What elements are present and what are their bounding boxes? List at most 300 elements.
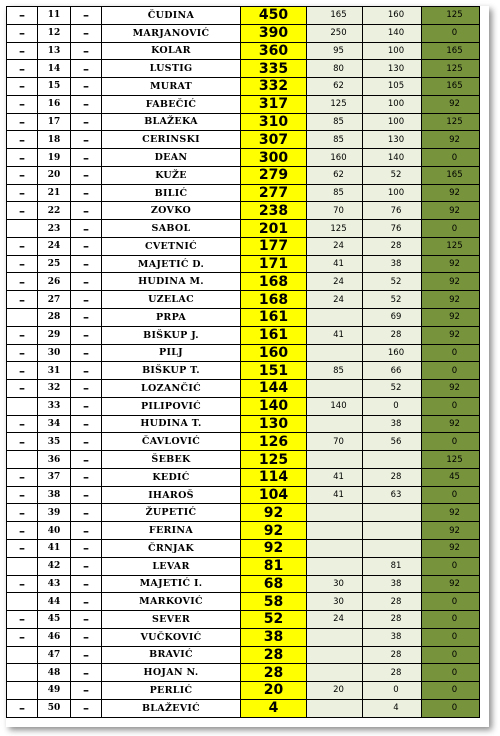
total-score-cell: 171	[241, 255, 307, 273]
score-c-cell-value: 92	[449, 276, 460, 287]
score-c-cell-value: 0	[451, 703, 458, 714]
score-b-cell-value: 28	[390, 330, 402, 341]
score-a-cell-value: 30	[333, 578, 344, 589]
score-a-cell-value: 250	[330, 28, 347, 39]
score-a-cell	[307, 628, 363, 646]
score-c-cell-value: 92	[449, 383, 460, 394]
score-c-cell	[422, 522, 480, 540]
rank-cell: 38	[38, 486, 71, 504]
rank-cell: 15	[38, 78, 71, 96]
rank-cell: 18	[38, 131, 71, 149]
trend-marker: –	[7, 131, 38, 149]
player-name-cell: CVETNIĆ	[102, 237, 241, 255]
total-score-cell: 300	[241, 149, 307, 167]
table-row	[7, 95, 480, 113]
score-a-cell	[307, 504, 363, 522]
score-c-cell-value: 125	[446, 10, 463, 21]
score-a-cell-value: 140	[330, 401, 347, 412]
score-b-cell-value: 52	[390, 294, 402, 305]
score-c-cell-value: 92	[449, 188, 460, 199]
movement-marker: –	[71, 504, 102, 522]
score-a-cell	[307, 184, 363, 202]
score-c-cell-value: 92	[449, 205, 460, 216]
score-a-cell-value: 24	[333, 241, 344, 252]
score-b-cell	[363, 237, 422, 255]
score-a-cell	[307, 557, 363, 575]
trend-marker: –	[7, 184, 38, 202]
table-row	[7, 522, 480, 540]
trend-marker	[7, 664, 38, 682]
rank-cell: 12	[38, 24, 71, 42]
score-a-cell	[307, 24, 363, 42]
score-a-cell	[307, 113, 363, 131]
score-a-cell	[307, 95, 363, 113]
score-a-cell	[307, 468, 363, 486]
score-b-cell-value: 140	[387, 28, 405, 39]
total-score-cell: 307	[241, 131, 307, 149]
score-a-cell	[307, 451, 363, 469]
movement-marker: –	[71, 7, 102, 25]
total-score-cell: 450	[241, 7, 307, 25]
score-c-cell	[422, 220, 480, 238]
score-c-cell-value: 0	[451, 436, 458, 447]
score-b-cell	[363, 113, 422, 131]
score-b-cell	[363, 309, 422, 327]
movement-marker: –	[71, 220, 102, 238]
score-a-cell	[307, 220, 363, 238]
table-row	[7, 344, 480, 362]
total-score-cell: 126	[241, 433, 307, 451]
score-a-cell-value: 24	[333, 294, 344, 305]
score-b-cell-value: 28	[390, 614, 402, 625]
player-name-cell: PRPA	[102, 309, 241, 327]
score-c-cell-value: 125	[446, 116, 463, 127]
rank-cell: 22	[38, 202, 71, 220]
player-name-cell: MARKOVIĆ	[102, 593, 241, 611]
total-score-cell: 92	[241, 522, 307, 540]
score-b-cell-value: 100	[387, 45, 405, 56]
score-b-cell-value: 28	[390, 472, 402, 483]
score-c-cell	[422, 468, 480, 486]
rank-cell: 25	[38, 255, 71, 273]
score-c-cell	[422, 326, 480, 344]
score-a-cell	[307, 593, 363, 611]
movement-marker: –	[71, 486, 102, 504]
score-c-cell	[422, 628, 480, 646]
trend-marker: –	[7, 380, 38, 398]
trend-marker: –	[7, 611, 38, 629]
score-a-cell-value: 160	[330, 152, 347, 163]
score-a-cell	[307, 433, 363, 451]
rank-cell: 28	[38, 309, 71, 327]
total-score-cell: 58	[241, 593, 307, 611]
ranking-table-body	[7, 7, 480, 718]
table-row	[7, 539, 480, 557]
rank-cell: 11	[38, 7, 71, 25]
score-b-cell-value: 160	[387, 347, 405, 358]
score-b-cell	[363, 611, 422, 629]
trend-marker	[7, 451, 38, 469]
score-c-cell	[422, 166, 480, 184]
trend-marker	[7, 397, 38, 415]
table-row	[7, 113, 480, 131]
score-c-cell-value: 0	[451, 632, 458, 643]
score-c-cell-value: 125	[446, 454, 463, 465]
score-b-cell-value: 130	[387, 63, 405, 74]
score-b-cell	[363, 220, 422, 238]
score-c-cell	[422, 415, 480, 433]
score-a-cell-value: 70	[333, 205, 344, 216]
movement-marker: –	[71, 664, 102, 682]
rank-cell: 30	[38, 344, 71, 362]
total-score-cell: 130	[241, 415, 307, 433]
table-row	[7, 60, 480, 78]
score-b-cell-value: 4	[393, 703, 399, 714]
score-c-cell-value: 0	[451, 667, 458, 678]
score-b-cell	[363, 202, 422, 220]
score-c-cell-value: 0	[451, 649, 458, 660]
score-b-cell-value: 100	[387, 188, 405, 199]
score-b-cell	[363, 451, 422, 469]
score-b-cell	[363, 682, 422, 700]
score-b-cell-value: 105	[387, 81, 405, 92]
movement-marker: –	[71, 326, 102, 344]
score-c-cell-value: 0	[451, 152, 458, 163]
score-b-cell-value: 38	[390, 632, 402, 643]
score-b-cell	[363, 504, 422, 522]
score-b-cell	[363, 326, 422, 344]
score-c-cell	[422, 664, 480, 682]
score-b-cell-value: 76	[390, 223, 402, 234]
table-row	[7, 326, 480, 344]
table-row	[7, 575, 480, 593]
movement-marker: –	[71, 60, 102, 78]
total-score-cell: 201	[241, 220, 307, 238]
score-a-cell-value: 20	[333, 685, 344, 696]
player-name-cell: BRAVIĆ	[102, 646, 241, 664]
score-c-cell-value: 92	[449, 330, 460, 341]
table-row	[7, 682, 480, 700]
total-score-cell: 335	[241, 60, 307, 78]
score-a-cell-value: 24	[333, 276, 344, 287]
player-name-cell: HOJAN N.	[102, 664, 241, 682]
rank-cell: 29	[38, 326, 71, 344]
player-name-cell: SEVER	[102, 611, 241, 629]
rank-cell: 37	[38, 468, 71, 486]
table-row	[7, 557, 480, 575]
rank-cell: 27	[38, 291, 71, 309]
movement-marker: –	[71, 113, 102, 131]
player-name-cell: KEDIĆ	[102, 468, 241, 486]
score-c-cell	[422, 451, 480, 469]
player-name-cell: VUČKOVIĆ	[102, 628, 241, 646]
score-c-cell	[422, 575, 480, 593]
rank-cell: 44	[38, 593, 71, 611]
score-b-cell	[363, 344, 422, 362]
score-c-cell-value: 0	[451, 28, 458, 39]
trend-marker: –	[7, 539, 38, 557]
score-b-cell	[363, 362, 422, 380]
rank-cell: 45	[38, 611, 71, 629]
trend-marker: –	[7, 486, 38, 504]
rank-cell: 35	[38, 433, 71, 451]
movement-marker: –	[71, 202, 102, 220]
total-score-cell: 28	[241, 664, 307, 682]
trend-marker: –	[7, 699, 38, 717]
total-score-cell: 20	[241, 682, 307, 700]
movement-marker: –	[71, 237, 102, 255]
rank-cell: 50	[38, 699, 71, 717]
score-c-cell-value: 0	[451, 223, 458, 234]
score-a-cell-value: 41	[333, 330, 344, 341]
score-a-cell-value: 70	[333, 436, 344, 447]
table-row	[7, 237, 480, 255]
score-b-cell	[363, 95, 422, 113]
table-row	[7, 468, 480, 486]
trend-marker: –	[7, 291, 38, 309]
player-name-cell: PILIPOVIĆ	[102, 397, 241, 415]
trend-marker	[7, 220, 38, 238]
score-c-cell	[422, 611, 480, 629]
score-b-cell	[363, 60, 422, 78]
score-b-cell-value: 160	[387, 10, 405, 21]
movement-marker: –	[71, 468, 102, 486]
trend-marker	[7, 309, 38, 327]
total-score-cell: 360	[241, 42, 307, 60]
movement-marker: –	[71, 149, 102, 167]
movement-marker: –	[71, 131, 102, 149]
total-score-cell: 92	[241, 539, 307, 557]
score-c-cell-value: 92	[449, 418, 460, 429]
score-b-cell	[363, 273, 422, 291]
score-b-cell-value: 52	[390, 383, 402, 394]
score-a-cell	[307, 611, 363, 629]
score-a-cell-value: 125	[330, 99, 347, 110]
rank-cell: 13	[38, 42, 71, 60]
score-c-cell-value: 92	[449, 543, 460, 554]
score-b-cell-value: 81	[390, 561, 402, 572]
score-a-cell-value: 30	[333, 596, 344, 607]
total-score-cell: 4	[241, 699, 307, 717]
total-score-cell: 310	[241, 113, 307, 131]
score-a-cell-value: 95	[333, 45, 344, 56]
score-b-cell	[363, 415, 422, 433]
table-row	[7, 166, 480, 184]
movement-marker: –	[71, 539, 102, 557]
trend-marker: –	[7, 60, 38, 78]
player-name-cell: FABEČIĆ	[102, 95, 241, 113]
score-a-cell	[307, 522, 363, 540]
score-c-cell-value: 92	[449, 259, 460, 270]
trend-marker	[7, 646, 38, 664]
score-b-cell-value: 28	[390, 667, 402, 678]
score-b-cell-value: 0	[393, 685, 399, 696]
trend-marker: –	[7, 202, 38, 220]
total-score-cell: 168	[241, 273, 307, 291]
score-c-cell	[422, 24, 480, 42]
score-a-cell	[307, 309, 363, 327]
score-c-cell	[422, 237, 480, 255]
table-row	[7, 593, 480, 611]
movement-marker: –	[71, 255, 102, 273]
score-a-cell	[307, 149, 363, 167]
score-a-cell	[307, 78, 363, 96]
rank-cell: 26	[38, 273, 71, 291]
trend-marker: –	[7, 95, 38, 113]
total-score-cell: 81	[241, 557, 307, 575]
player-name-cell: LEVAR	[102, 557, 241, 575]
trend-marker	[7, 593, 38, 611]
total-score-cell: 52	[241, 611, 307, 629]
table-row	[7, 255, 480, 273]
trend-marker: –	[7, 468, 38, 486]
rank-cell: 43	[38, 575, 71, 593]
table-row	[7, 628, 480, 646]
trend-marker: –	[7, 415, 38, 433]
score-a-cell-value: 85	[333, 365, 344, 376]
score-c-cell-value: 0	[451, 401, 458, 412]
total-score-cell: 279	[241, 166, 307, 184]
score-b-cell	[363, 699, 422, 717]
score-b-cell	[363, 291, 422, 309]
movement-marker: –	[71, 611, 102, 629]
rank-cell: 47	[38, 646, 71, 664]
trend-marker: –	[7, 344, 38, 362]
score-c-cell-value: 92	[449, 525, 460, 536]
table-row	[7, 78, 480, 96]
player-name-cell: ŠEBEK	[102, 451, 241, 469]
score-c-cell-value: 0	[451, 490, 458, 501]
total-score-cell: 151	[241, 362, 307, 380]
score-c-cell	[422, 202, 480, 220]
score-a-cell	[307, 237, 363, 255]
score-b-cell	[363, 522, 422, 540]
score-c-cell	[422, 433, 480, 451]
score-c-cell-value: 92	[449, 578, 460, 589]
total-score-cell: 161	[241, 309, 307, 327]
score-b-cell	[363, 255, 422, 273]
score-b-cell	[363, 628, 422, 646]
score-b-cell	[363, 468, 422, 486]
trend-marker: –	[7, 326, 38, 344]
player-name-cell: KOLAR	[102, 42, 241, 60]
table-row	[7, 291, 480, 309]
rank-cell: 16	[38, 95, 71, 113]
score-a-cell	[307, 273, 363, 291]
player-name-cell: MARJANOVIĆ	[102, 24, 241, 42]
movement-marker: –	[71, 273, 102, 291]
score-a-cell	[307, 486, 363, 504]
trend-marker: –	[7, 237, 38, 255]
player-name-cell: BILIĆ	[102, 184, 241, 202]
score-c-cell	[422, 646, 480, 664]
player-name-cell: BLAŽEKA	[102, 113, 241, 131]
score-c-cell-value: 92	[449, 507, 460, 518]
table-row	[7, 7, 480, 25]
score-c-cell-value: 0	[451, 685, 458, 696]
score-a-cell	[307, 380, 363, 398]
rank-cell: 39	[38, 504, 71, 522]
score-c-cell-value: 0	[451, 365, 458, 376]
total-score-cell: 104	[241, 486, 307, 504]
score-b-cell-value: 100	[387, 116, 405, 127]
player-name-cell: ČRNJAK	[102, 539, 241, 557]
score-c-cell	[422, 255, 480, 273]
score-a-cell	[307, 397, 363, 415]
rank-cell: 36	[38, 451, 71, 469]
rank-cell: 32	[38, 380, 71, 398]
rank-cell: 21	[38, 184, 71, 202]
score-a-cell	[307, 575, 363, 593]
score-b-cell	[363, 149, 422, 167]
trend-marker: –	[7, 273, 38, 291]
table-row	[7, 131, 480, 149]
total-score-cell: 144	[241, 380, 307, 398]
movement-marker: –	[71, 95, 102, 113]
score-b-cell	[363, 486, 422, 504]
score-b-cell	[363, 184, 422, 202]
score-a-cell-value: 41	[333, 490, 344, 501]
score-a-cell-value: 85	[333, 188, 344, 199]
score-c-cell	[422, 60, 480, 78]
player-name-cell: MAJETIĆ I.	[102, 575, 241, 593]
score-c-cell	[422, 78, 480, 96]
movement-marker: –	[71, 309, 102, 327]
total-score-cell: 177	[241, 237, 307, 255]
rank-cell: 46	[38, 628, 71, 646]
score-c-cell	[422, 557, 480, 575]
score-a-cell-value: 80	[333, 63, 344, 74]
score-c-cell	[422, 149, 480, 167]
score-b-cell-value: 140	[387, 152, 405, 163]
score-a-cell-value: 165	[330, 10, 347, 21]
player-name-cell: ZOVKO	[102, 202, 241, 220]
score-b-cell-value: 28	[390, 649, 402, 660]
score-c-cell-value: 0	[451, 614, 458, 625]
score-c-cell	[422, 380, 480, 398]
player-name-cell: HUDINA T.	[102, 415, 241, 433]
score-a-cell	[307, 166, 363, 184]
player-name-cell: PERLIĆ	[102, 682, 241, 700]
score-b-cell-value: 69	[390, 312, 402, 323]
table-row	[7, 42, 480, 60]
score-c-cell	[422, 362, 480, 380]
trend-marker	[7, 682, 38, 700]
movement-marker: –	[71, 593, 102, 611]
score-a-cell	[307, 291, 363, 309]
score-a-cell	[307, 131, 363, 149]
score-b-cell-value: 28	[390, 596, 402, 607]
score-c-cell	[422, 593, 480, 611]
movement-marker: –	[71, 344, 102, 362]
score-b-cell	[363, 42, 422, 60]
score-a-cell-value: 41	[333, 259, 344, 270]
total-score-cell: 168	[241, 291, 307, 309]
player-name-cell: ČAVLOVIĆ	[102, 433, 241, 451]
table-row	[7, 24, 480, 42]
trend-marker: –	[7, 78, 38, 96]
movement-marker: –	[71, 184, 102, 202]
score-c-cell	[422, 7, 480, 25]
score-b-cell-value: 66	[390, 365, 402, 376]
movement-marker: –	[71, 166, 102, 184]
player-name-cell: BLAŽEVIĆ	[102, 699, 241, 717]
score-b-cell-value: 38	[390, 418, 402, 429]
score-b-cell-value: 100	[387, 99, 405, 110]
score-c-cell-value: 125	[446, 241, 463, 252]
score-b-cell-value: 76	[390, 205, 402, 216]
movement-marker: –	[71, 78, 102, 96]
